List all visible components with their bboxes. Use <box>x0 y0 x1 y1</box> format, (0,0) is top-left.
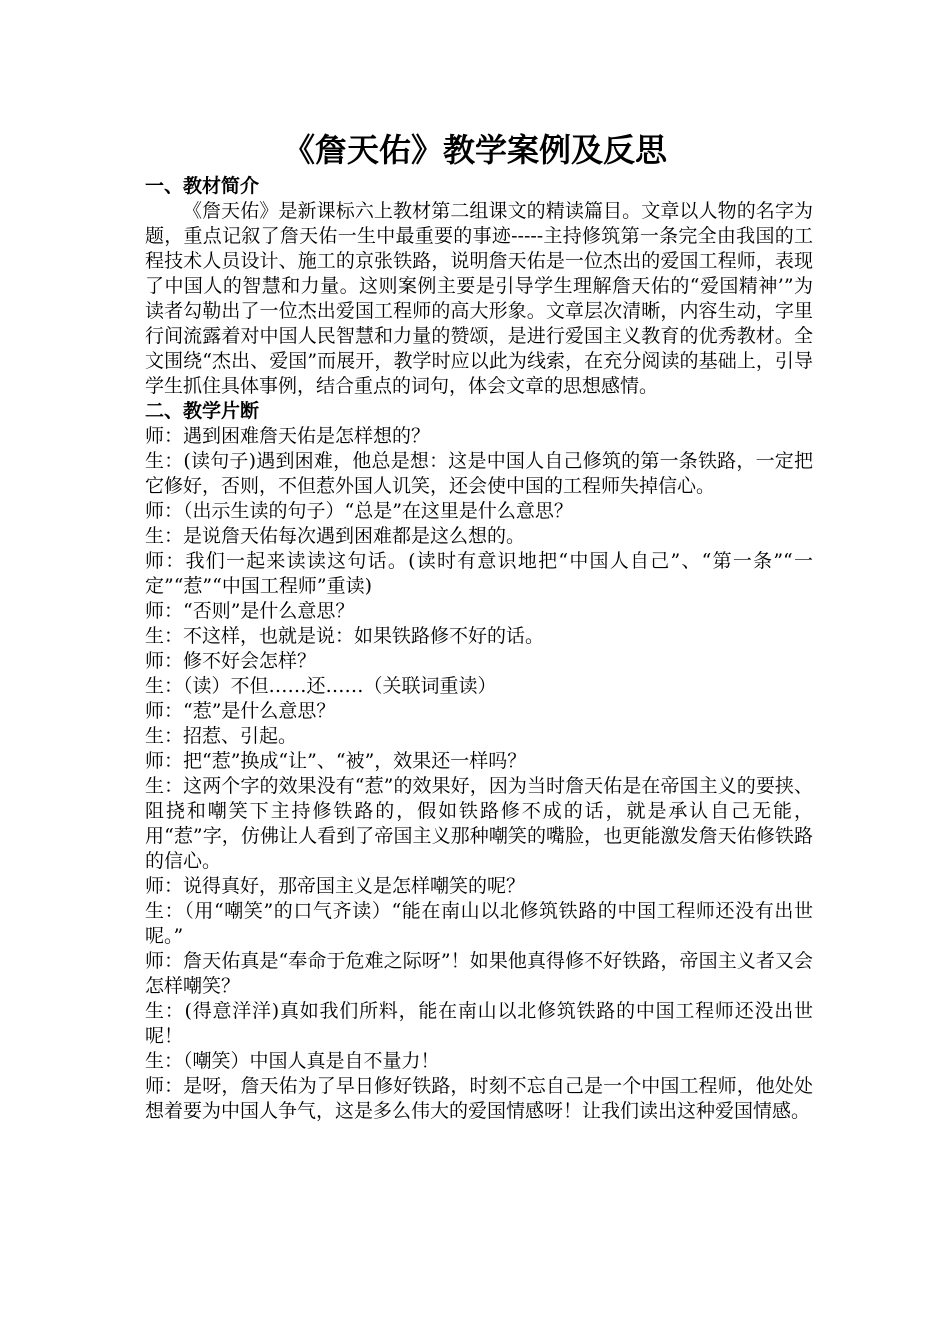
dialogue-line: 生：（嘲笑）中国人真是自不量力！ <box>145 1050 440 1072</box>
section-heading-textbook-intro: 一、教材简介 <box>145 175 260 197</box>
dialogue-line: 生：招惹、引起。 <box>145 725 298 747</box>
dialogue-line: 师：我们一起来读读这句话。(读时有意识地把“中国人自己”、“第一条”“一定”“惹”“中国工程师”重读) <box>145 550 813 597</box>
dialogue-line: 师：是呀，詹天佑为了早日修好铁路，时刻不忘自己是一个中国工程师，他处处想着要为中国人争气，这是多么伟大的爱国情感呀！让我们读出这种爱国情感。 <box>145 1075 813 1122</box>
section-heading-teaching-excerpt: 二、教学片断 <box>145 400 260 422</box>
dialogue-line: 师：詹天佑真是“奉命于危难之际呀”！如果他真得修不好铁路，帝国主义者又会怎样嘲笑？ <box>145 950 813 997</box>
dialogue-line: 师：（出示生读的句子）“总是”在这里是什么意思？ <box>145 500 573 522</box>
dialogue-list <box>145 424 813 1124</box>
dialogue-line: 生：不这样，也就是说：如果铁路修不好的话。 <box>145 625 545 647</box>
document-body <box>145 174 813 1124</box>
dialogue-line: 师：修不好会怎样？ <box>145 650 317 672</box>
dialogue-line: 师：遇到困难詹天佑是怎样想的？ <box>145 425 431 447</box>
dialogue-line: 生：是说詹天佑每次遇到困难都是这么想的。 <box>145 525 526 547</box>
dialogue-line: 生：(得意洋洋)真如我们所料，能在南山以北修筑铁路的中国工程师还没出世呢！ <box>145 1000 813 1047</box>
dialogue-line: 师：“惹”是什么意思？ <box>145 700 336 722</box>
dialogue-line: 师：说得真好，那帝国主义是怎样嘲笑的呢？ <box>145 875 526 897</box>
dialogue-line: 生：（用“嘲笑”的口气齐读）“能在南山以北修筑铁路的中国工程师还没有出世呢。” <box>145 900 813 947</box>
dialogue-line: 生：这两个字的效果没有“惹”的效果好，因为当时詹天佑是在帝国主义的要挟、阻挠和嘲笑下主持修铁路的，假如铁路修不成的话，就是承认自己无能，用“惹”字，仿佛让人看到了帝国主义那种嘲笑的嘴脸，也更能激发詹天佑修铁路的信心。 <box>145 775 813 872</box>
textbook-intro-paragraph: 《詹天佑》是新课标六上教材第二组课文的精读篇目。文章以人物的名字为题，重点记叙了詹天佑一生中最重要的事迹-----主持修筑第一条完全由我国的工程技术人员设计、施工的京张铁路，说明詹天佑是一位杰出的爱国工程师，表现了中国人的智慧和力量。这则案例主要是引导学生理解詹天佑的“爱国精神’”为读者勾勒出了一位杰出爱国工程师的高大形象。文章层次清晰，内容生动，字里行间流露着对中国人民智慧和力量的赞颂，是进行爱国主义教育的优秀教材。全文围绕“杰出、爱国”而展开，教学时应以此为线索，在充分阅读的基础上，引导学生抓住具体事例，结合重点的词句，体会文章的思想感情。 <box>145 200 813 397</box>
document-title: 《詹天佑》教学案例及反思 <box>282 131 667 169</box>
dialogue-line: 生：(读句子)遇到困难，他总是想：这是中国人自己修筑的第一条铁路，一定把它修好，否则，不但惹外国人讥笑，还会使中国的工程师失掉信心。 <box>145 450 813 497</box>
dialogue-line: 师：把“惹”换成“让”、“被”，效果还一样吗？ <box>145 750 527 772</box>
dialogue-line: 生：（读）不但……还……（关联词重读） <box>145 675 497 697</box>
dialogue-line: 师：“否则”是什么意思？ <box>145 600 355 622</box>
